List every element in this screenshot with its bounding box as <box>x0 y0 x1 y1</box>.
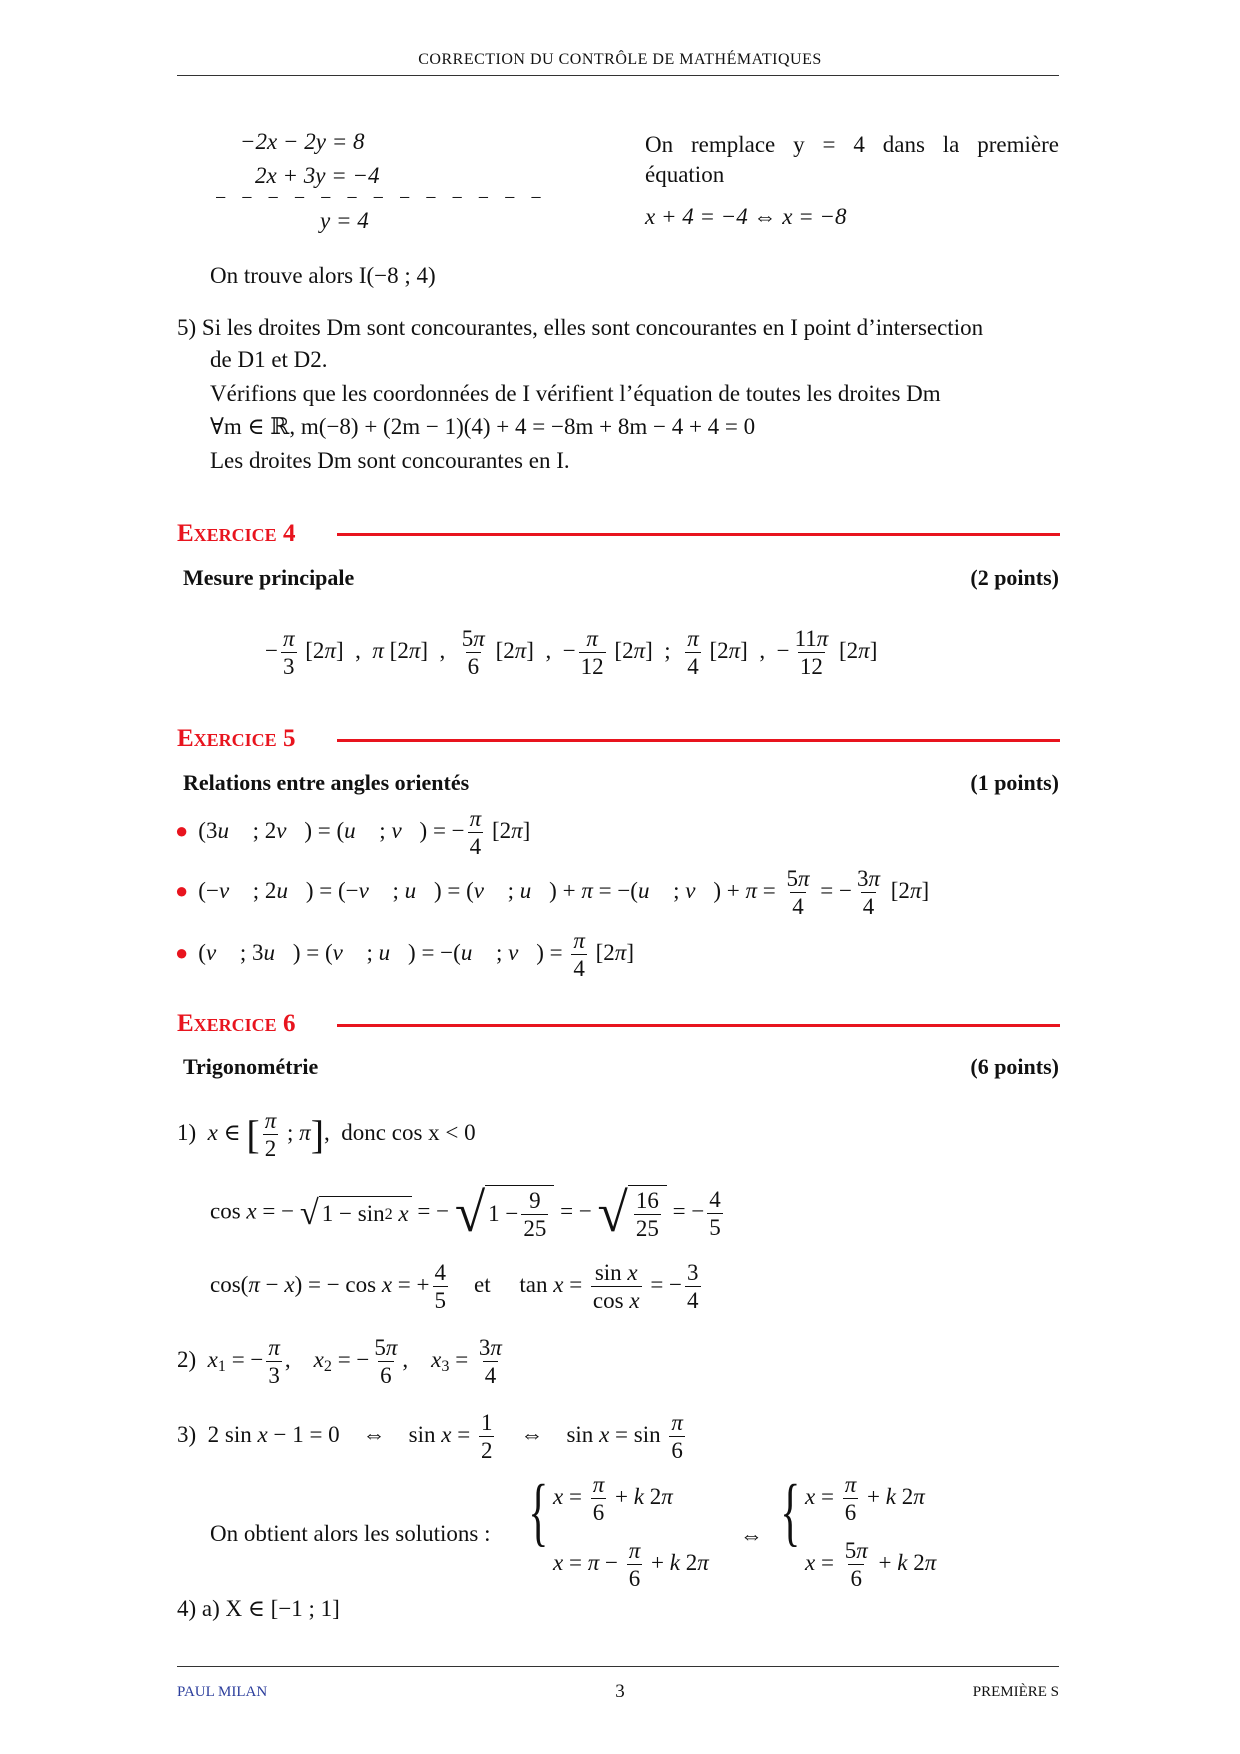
q1-cos: cos x = − √ 1 − sin 2 x = − √ 1 − $\frac{9}{25}$ = − √ $\frac{16}{25}$ = − $\frac{4}{5}$ <box>210 1182 721 1243</box>
angle-relation-1: ● (3u⃗ ; 2v⃗) = (u⃗ ; v⃗) = − $\frac{\pi}{4}$ [2π] <box>175 806 531 860</box>
header-rule <box>177 75 1059 76</box>
trouve-line: On trouve alors I(−8 ; 4) <box>210 263 436 288</box>
footer-level: PREMIÈRE S <box>972 1684 1059 1700</box>
q5-line4: ∀m ∈ ℝ, m(−8) + (2m − 1)(4) + 4 = −8m + 8m − 4 + 4 = 0 <box>210 414 756 439</box>
exercice-5-title: Exercice 5 <box>177 725 296 752</box>
bullet-icon: ● <box>175 818 189 844</box>
q4-line: 4) a) X ∈ [−1 ; 1] <box>177 1596 340 1621</box>
exercice-4-title: Exercice 4 <box>177 520 296 547</box>
remplace-eq: x + 4 = −4 ⇔ x = −8 <box>645 204 847 229</box>
system-eq1: −2x − 2y = 8 <box>240 129 365 154</box>
q1-donc: donc cos x < 0 <box>341 1120 476 1146</box>
q3-equivalent: ⇔ <box>740 1523 763 1548</box>
exercice-5-points: (1 points) <box>970 770 1059 795</box>
remplace-text: On remplace y = 4 dans la première équation <box>645 132 1059 187</box>
page-header: CORRECTION DU CONTRÔLE DE MATHÉMATIQUES <box>418 51 822 68</box>
q5-line2: de D1 et D2. <box>210 347 328 372</box>
exercice-4-points: (2 points) <box>970 565 1059 590</box>
exercice-5-rule <box>337 739 1060 742</box>
q3-equation: 3) 2 sin x − 1 = 0 ⇔ sin x = $\frac{1}{2}$ ⇔ sin x = sin $\frac{\pi}{6}$ <box>177 1410 683 1464</box>
exercice-6-points: (6 points) <box>970 1054 1059 1079</box>
exercice-6-title: Exercice 6 <box>177 1010 296 1037</box>
q1-et: et <box>474 1272 491 1298</box>
exercice-4-rule <box>337 533 1060 536</box>
footer-author: PAUL MILAN <box>177 1684 268 1700</box>
system-eq2: 2x + 3y = −4 <box>255 163 380 188</box>
exercice-5-subtitle: Relations entre angles orientés <box>183 770 470 795</box>
footer-rule <box>177 1666 1059 1667</box>
bullet-icon: ● <box>175 878 189 904</box>
system-result: y = 4 <box>320 208 369 233</box>
exercice-4-subtitle: Mesure principale <box>183 565 355 590</box>
angle-relation-2: ● (−v⃗ ; 2u⃗) = (−v⃗ ; u⃗) = (v⃗ ; u⃗) + π = −(u⃗ ; v⃗) + π = $\frac{5\pi}{4}$ = − $\frac{3\pi}{4}$ [2π] <box>175 866 930 920</box>
angle-relation-3: ● (v⃗ ; 3u⃗) = (v⃗ ; u⃗) = −(u⃗ ; v⃗) = $\frac{\pi}{4}$ [2π] <box>175 928 634 982</box>
system-dashes: − − − − − − − − − − − − − <box>215 187 547 209</box>
bullet-icon: ● <box>175 940 189 966</box>
q1-interval: 1) x ∈ [ $\frac{\pi}{2}$ ; π], donc cos x < 0 <box>177 1108 476 1162</box>
q1-cos-pi-minus-x: cos(π − x) = − cos x = + $\frac{4}{5}$ et tan x = $\frac{\text{sin x}}{\text{cos x}}$ = − $\frac{3}{4}$ <box>210 1260 699 1314</box>
q5-line5: Les droites Dm sont concourantes en I. <box>210 448 570 473</box>
footer-page-number: 3 <box>615 1681 625 1702</box>
mesures-principales: − $\frac{\pi}{3}$ [2π] , π [2π] , $\frac{5\pi}{6}$ [2π] , − $\frac{\pi}{12}$ [2π] ; $\frac{\pi}{4}$ [2π] , − $\frac{11\pi}{12}$ [2π] <box>265 626 878 680</box>
exercice-6-rule <box>337 1024 1060 1027</box>
exercice-6-subtitle: Trigonométrie <box>183 1054 319 1079</box>
q5-line3: Vérifions que les coordonnées de I vérifient l’équation de toutes les droites Dm <box>210 381 941 406</box>
q5-line1: 5) Si les droites Dm sont concourantes, elles sont concourantes en I point d’intersection <box>177 315 984 340</box>
q2-values: 2) $x_1$ = − $\frac{\pi}{3}$ , $x_2$ = − $\frac{5\pi}{6}$ , $x_3$ = $\frac{3\pi}{4}$ <box>177 1335 502 1389</box>
q3-solutions-label: On obtient alors les solutions : <box>210 1521 491 1546</box>
